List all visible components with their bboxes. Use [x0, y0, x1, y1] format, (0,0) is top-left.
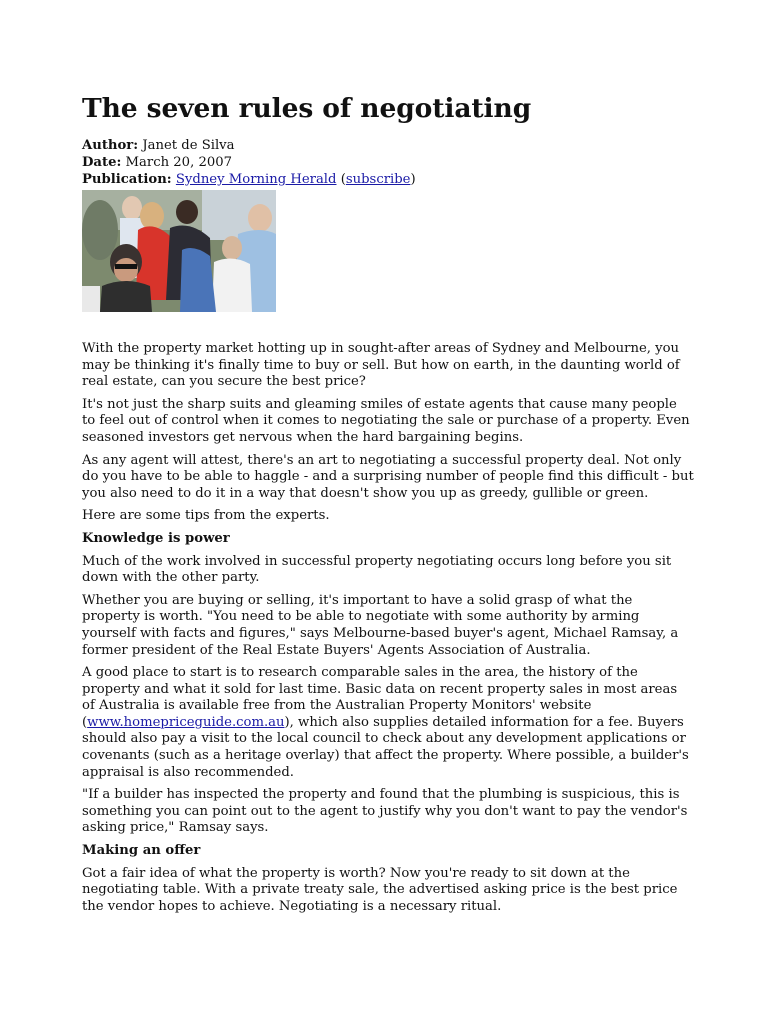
publication-label: Publication:: [82, 172, 172, 187]
subscribe-link[interactable]: subscribe: [345, 172, 411, 187]
article-body: [82, 341, 694, 915]
paragraph: As any agent will attest, there's an art to negotiating a successful property deal. Not only do you have to be able to haggle - and a surprising number of people find this difficult - but you also need to do it in a way that doesn't show you up as greedy, gullible or green.: [82, 452, 694, 501]
paragraph: Here are some tips from the experts.: [82, 508, 330, 524]
date-label: Date:: [82, 155, 122, 170]
paragraph: With the property market hotting up in sought-after areas of Sydney and Melbourne, you may be thinking it's finally time to buy or sell. But how on earth, in the daunting world of real estate, can you secure the best price?: [82, 341, 680, 390]
author-label: Author:: [82, 138, 139, 153]
publication-line: Publication: Sydney Morning Herald (subscribe): [82, 172, 416, 187]
paragraph: Whether you are buying or selling, it's important to have a solid grasp of what the property is worth. "You need to be able to negotiate with some authority by arming yourself with facts and figures," says Melbourne-based buyer's agent, Michael Ramsay, a former president of the Real Estate Buyers' Agents Association of Australia.: [82, 592, 679, 658]
date-value: March 20, 2007: [125, 155, 233, 170]
date-line: [82, 154, 694, 171]
author-line: [82, 137, 694, 154]
paragraph: It's not just the sharp suits and gleaming smiles of estate agents that cause many people to feel out of control when it comes to negotiating the sale or purchase of a property. Even seasoned investors get nervous when the hard bargaining begins.: [82, 396, 690, 445]
section-heading-knowledge: Knowledge is power: [82, 530, 230, 546]
author-name: Janet de Silva: [142, 138, 235, 153]
paragraph: Much of the work involved in successful property negotiating occurs long before you sit down with the other party.: [82, 553, 672, 586]
paragraph: "If a builder has inspected the property and found that the plumbing is suspicious, this is something you can point out to the agent to justify why you don't want to pay the vendor's asking price," Ramsay says.: [82, 787, 688, 836]
article-photo: [82, 190, 276, 312]
homepriceguide-link[interactable]: www.homepriceguide.com.au: [87, 714, 285, 730]
paragraph-with-link: A good place to start is to research comparable sales in the area, the history of the property and what it sold for last time. Basic data on recent property sales in most areas of Australia is available free from the Australian Property Monitors' website (www.homepriceguide.com.au), which also supplies detailed information for a fee. Buyers should also pay a visit to the local council to check about any development applications or covenants (such as a heritage overlay) that affect the property. Where possible, a builder's appraisal is also recommended.: [82, 665, 689, 780]
article: [82, 92, 694, 921]
paragraph: Got a fair idea of what the property is worth? Now you're ready to sit down at the negotiating table. With a private treaty sale, the advertised asking price is the best price the vendor hopes to achieve. Negotiating is a necessary ritual.: [82, 865, 678, 914]
section-heading-offer: Making an offer: [82, 843, 201, 859]
publication-link[interactable]: Sydney Morning Herald: [175, 172, 337, 187]
article-title: The seven rules of negotiating: [82, 93, 532, 124]
article-meta: [82, 137, 694, 188]
